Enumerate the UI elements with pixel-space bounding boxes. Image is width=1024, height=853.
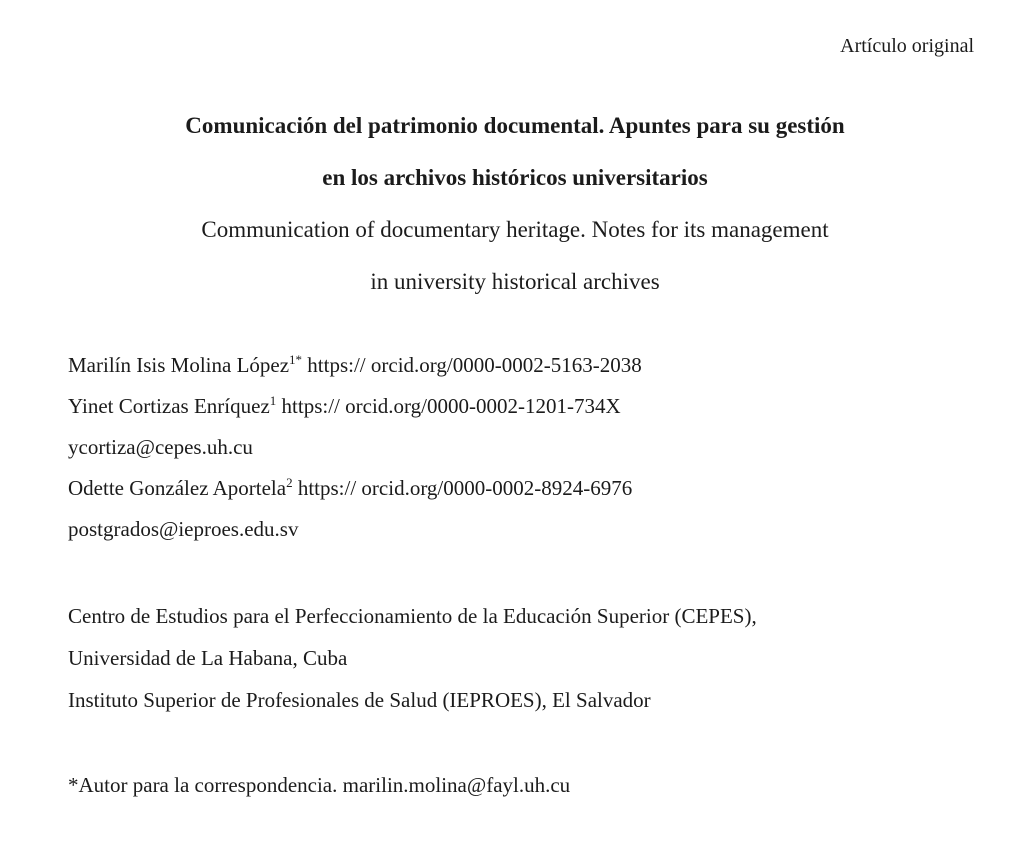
- author-line: [68, 345, 966, 386]
- correspondence-label: *Autor para la correspondencia.: [68, 773, 338, 797]
- author-block: [68, 345, 966, 550]
- title-english-line2: in university historical archives: [370, 269, 660, 294]
- title-english-line1: Communication of documentary heritage. Notes for its management: [201, 217, 829, 242]
- affiliation-block: [68, 595, 966, 721]
- author-affiliation-superscript: 2: [286, 475, 293, 490]
- author-name: Marilín Isis Molina López: [68, 353, 290, 377]
- author-name: Yinet Cortizas Enríquez: [68, 394, 270, 418]
- title-block: [64, 100, 966, 308]
- correspondence-note: [68, 765, 966, 806]
- author-email-line: [68, 509, 966, 550]
- orcid-link[interactable]: https:// orcid.org/0000-0002-1201-734X: [281, 394, 621, 418]
- author-email[interactable]: ycortiza@cepes.uh.cu: [68, 435, 253, 459]
- author-affiliation-superscript: 1*: [289, 352, 303, 367]
- orcid-link[interactable]: https:// orcid.org/0000-0002-8924-6976: [297, 476, 633, 500]
- author-line: [68, 468, 966, 509]
- author-name: Odette González Aportela: [68, 476, 287, 500]
- correspondence-email[interactable]: marilin.molina@fayl.uh.cu: [342, 773, 571, 797]
- author-affiliation-superscript: 1: [269, 393, 277, 408]
- affiliation-line: Universidad de La Habana, Cuba: [68, 646, 348, 670]
- affiliation-line: Centro de Estudios para el Perfeccionamiento de la Educación Superior (CEPES),: [68, 604, 757, 628]
- orcid-link[interactable]: https:// orcid.org/0000-0002-5163-2038: [307, 353, 642, 377]
- author-line: [68, 386, 966, 427]
- affiliation-line: Instituto Superior de Profesionales de Salud (IEPROES), El Salvador: [68, 688, 651, 712]
- title-spanish-line1: Comunicación del patrimonio documental. Apuntes para su gestión: [185, 113, 845, 138]
- title-spanish-line2: en los archivos históricos universitarios: [322, 165, 708, 190]
- author-email[interactable]: postgrados@ieproes.edu.sv: [68, 517, 299, 541]
- author-email-line: [68, 427, 966, 468]
- article-type-label: Artículo original: [840, 35, 974, 57]
